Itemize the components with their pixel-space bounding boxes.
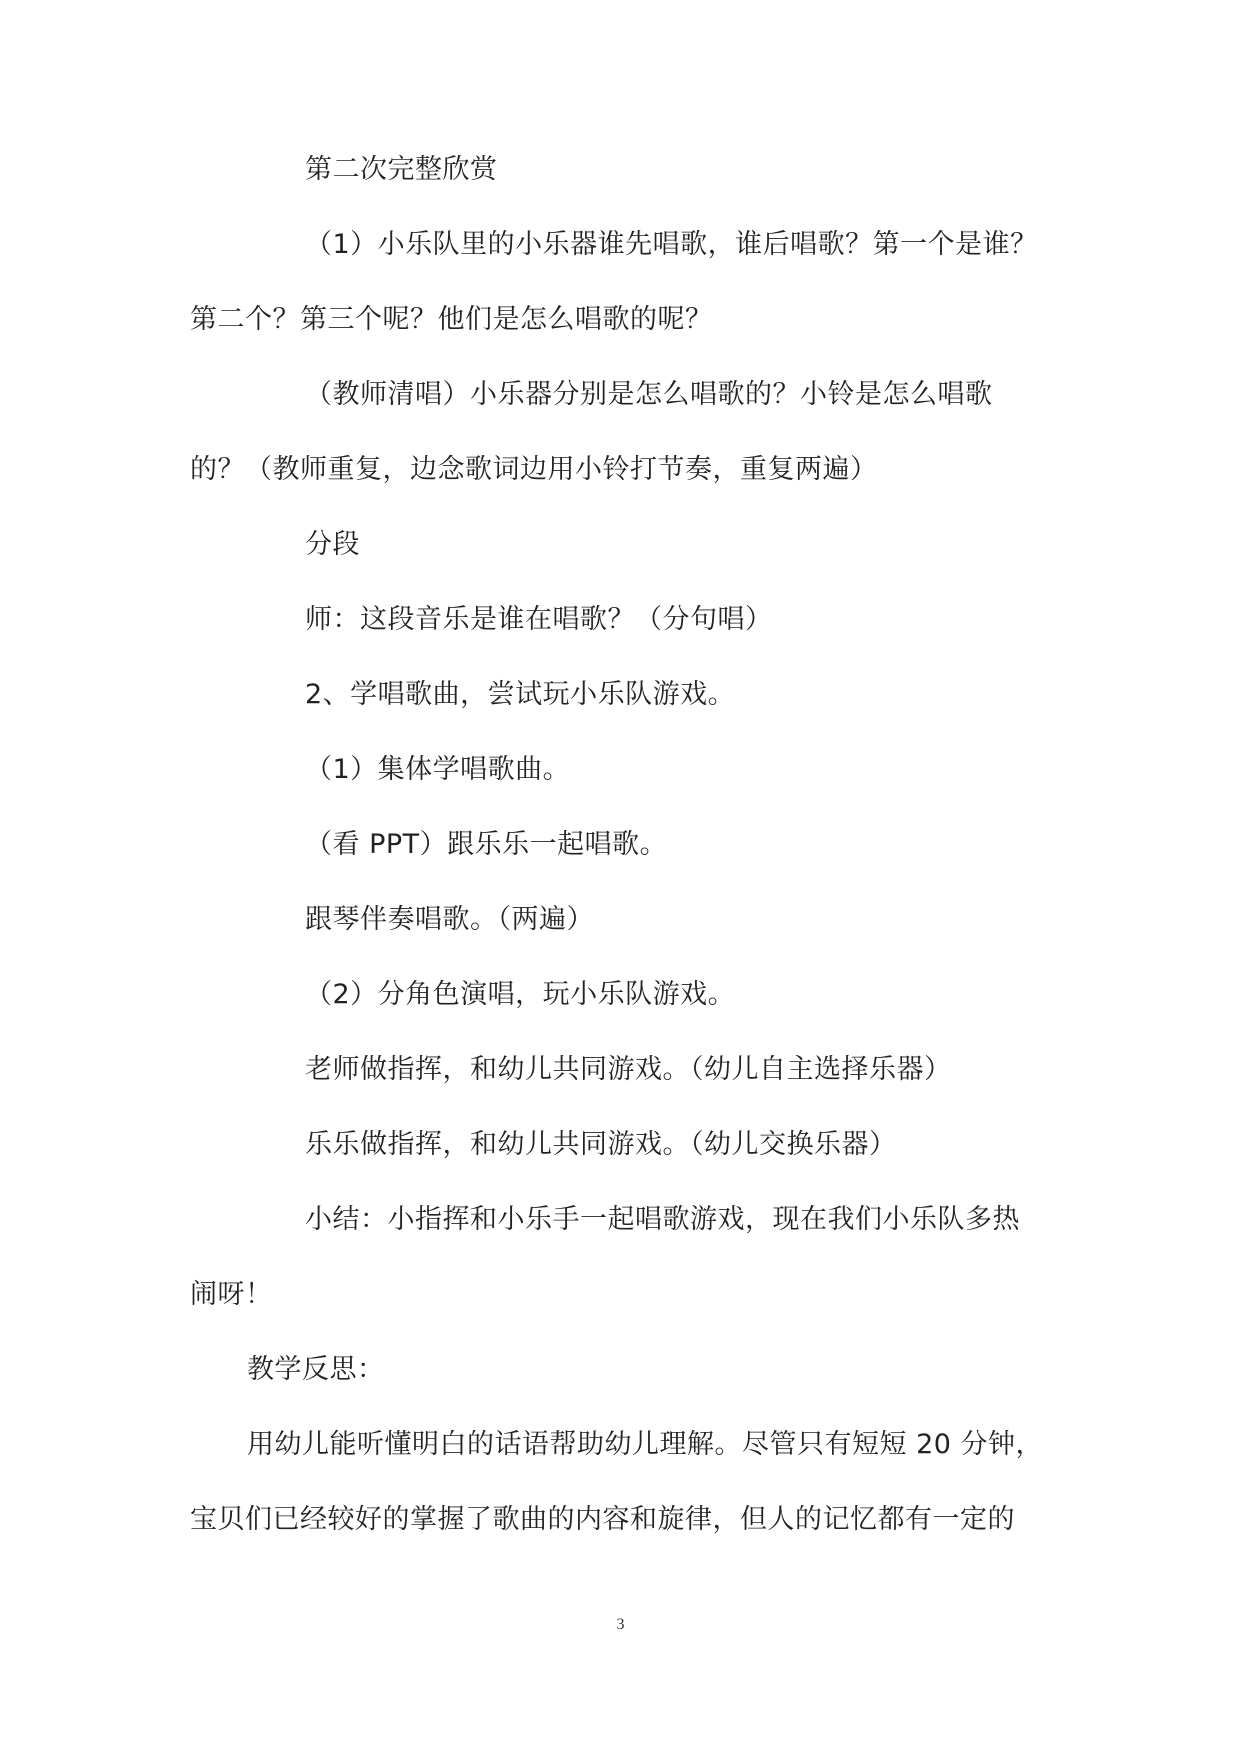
paragraph-line: 师：这段音乐是谁在唱歌？（分句唱） (305, 604, 773, 635)
paragraph-line: 第二个？第三个呢？他们是怎么唱歌的呢？ (190, 304, 713, 335)
paragraph-line: （1）集体学唱歌曲。 (305, 754, 571, 785)
paragraph-line: 用幼儿能听懂明白的话语帮助幼儿理解。尽管只有短短 20 分钟， (247, 1429, 1044, 1460)
paragraph-line: （教师清唱）小乐器分别是怎么唱歌的？小铃是怎么唱歌 (305, 379, 993, 410)
section-heading: 教学反思： (247, 1354, 385, 1385)
paragraph-line: 的？（教师重复，边念歌词边用小铃打节奏，重复两遍） (190, 454, 878, 485)
paragraph-line: （1）小乐队里的小乐器谁先唱歌，谁后唱歌？第一个是谁？ (305, 229, 1038, 260)
paragraph-line: （2）分角色演唱，玩小乐队游戏。 (305, 979, 736, 1010)
page-number: 3 (616, 1616, 625, 1633)
paragraph-line: 跟琴伴奏唱歌。（两遍） (305, 904, 594, 935)
paragraph-line: 第二次完整欣赏 (305, 154, 498, 185)
paragraph-line: 小结：小指挥和小乐手一起唱歌游戏，现在我们小乐队多热 (305, 1204, 1020, 1235)
paragraph-line: 老师做指挥，和幼儿共同游戏。（幼儿自主选择乐器） (305, 1054, 952, 1085)
paragraph-line: 闹呀！ (190, 1279, 273, 1310)
paragraph-line: 乐乐做指挥，和幼儿共同游戏。（幼儿交换乐器） (305, 1129, 897, 1160)
paragraph-line: 宝贝们已经较好的掌握了歌曲的内容和旋律，但人的记忆都有一定的 (190, 1504, 1015, 1535)
paragraph-line: 2、学唱歌曲，尝试玩小乐队游戏。 (305, 679, 736, 710)
paragraph-line: 分段 (305, 529, 360, 560)
paragraph-line: （看 PPT）跟乐乐一起唱歌。 (305, 829, 668, 860)
